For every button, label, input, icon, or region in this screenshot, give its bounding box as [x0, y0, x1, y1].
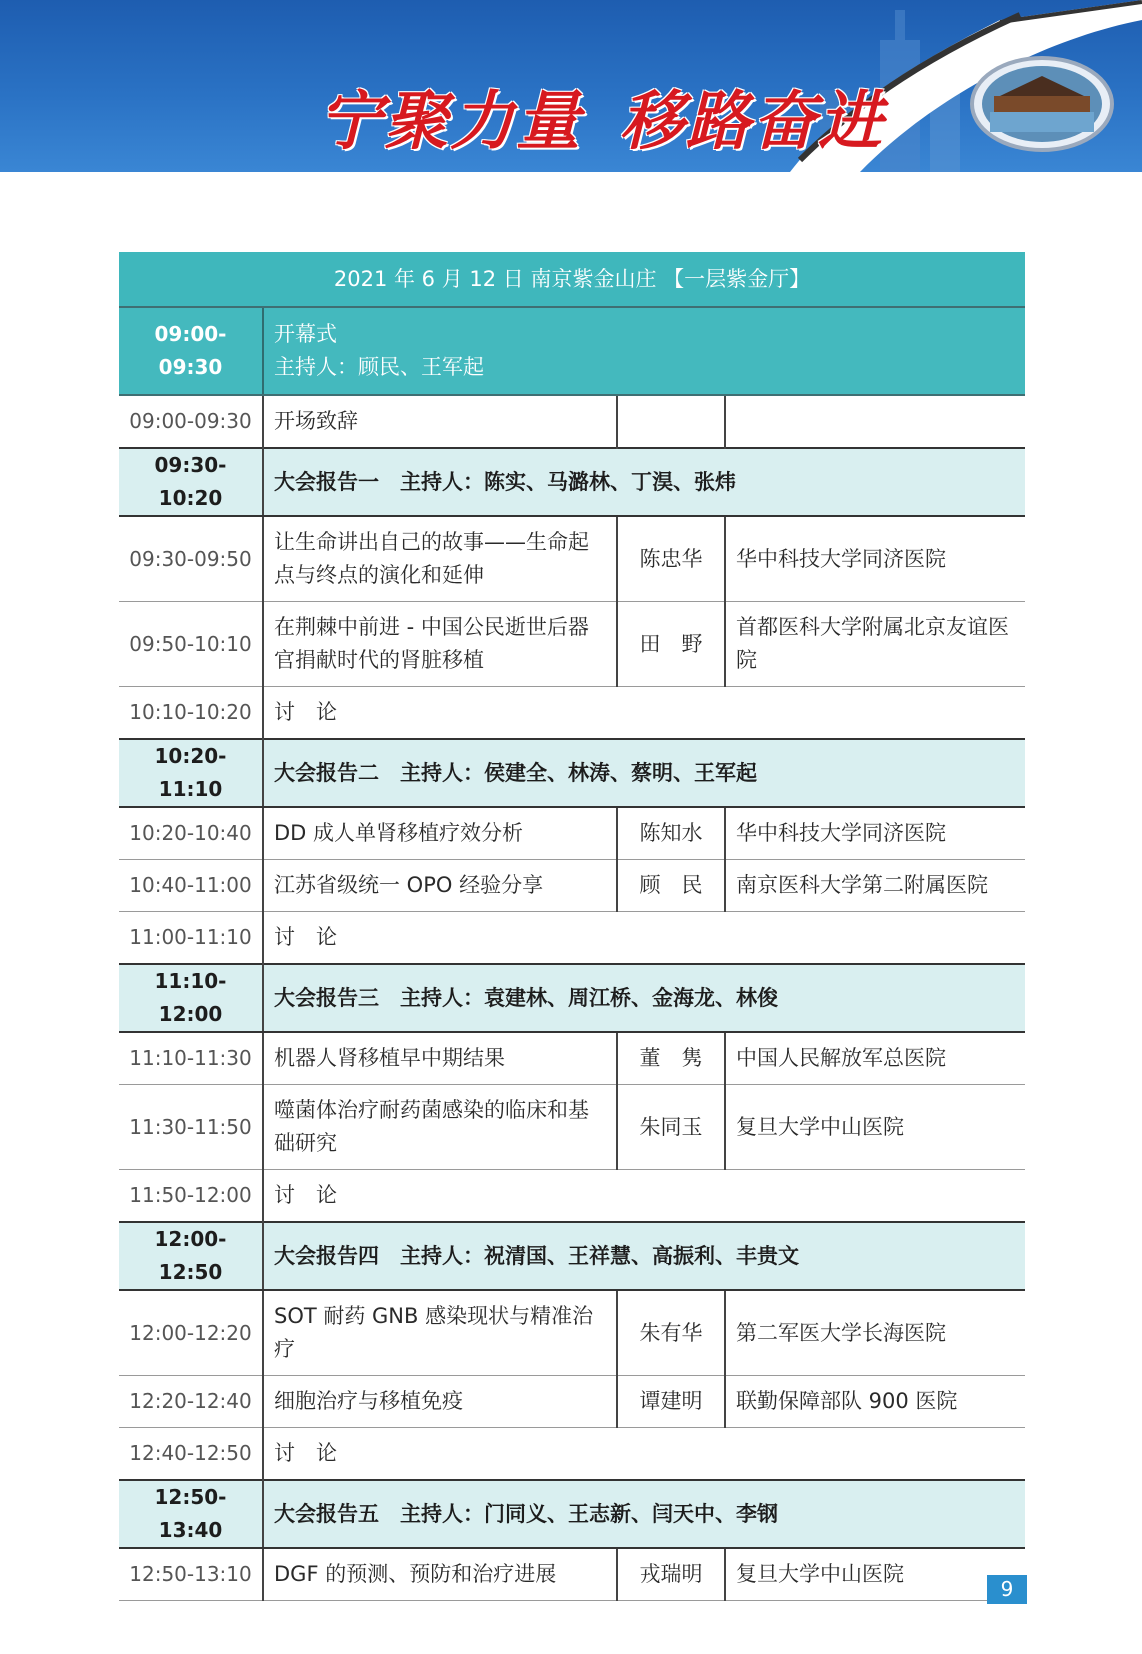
section-title: 大会报告三 主持人：袁建林、周江桥、金海龙、林俊	[263, 964, 1025, 1032]
row-time: 10:20-11:10	[119, 739, 263, 807]
talk-organization: 第二军医大学长海医院	[725, 1290, 1025, 1376]
row-time: 09:30-09:50	[119, 516, 263, 602]
talk-organization: 首都医科大学附属北京友谊医院	[725, 602, 1025, 687]
talk-organization: 复旦大学中山医院	[725, 1085, 1025, 1170]
slogan-part-1: 宁聚力量	[318, 84, 582, 159]
talk-organization: 华中科技大学同济医院	[725, 516, 1025, 602]
row-time: 10:20-10:40	[119, 807, 263, 860]
discussion-label: 讨 论	[263, 1428, 1025, 1481]
slogan	[318, 70, 922, 162]
talk-speaker: 朱同玉	[617, 1085, 725, 1170]
header-banner	[0, 0, 1142, 172]
row-time: 09:30-10:20	[119, 448, 263, 516]
row-time: 11:30-11:50	[119, 1085, 263, 1170]
row-time: 09:00-09:30	[119, 395, 263, 448]
discussion-label: 讨 论	[263, 687, 1025, 740]
talk-organization	[725, 395, 1025, 448]
talk-organization: 中国人民解放军总医院	[725, 1032, 1025, 1085]
talk-organization: 南京医科大学第二附属医院	[725, 860, 1025, 912]
opening-time: 09:00-09:30	[119, 307, 263, 395]
talk-row	[119, 1548, 1025, 1601]
talk-row	[119, 602, 1025, 687]
opening-title: 开幕式	[274, 322, 337, 346]
talk-speaker: 董 隽	[617, 1032, 725, 1085]
talk-speaker: 谭建明	[617, 1376, 725, 1428]
talk-speaker: 顾 民	[617, 860, 725, 912]
talk-row	[119, 1290, 1025, 1376]
talk-row	[119, 807, 1025, 860]
talk-organization: 复旦大学中山医院	[725, 1548, 1025, 1601]
discussion-label: 讨 论	[263, 912, 1025, 965]
talk-speaker	[617, 395, 725, 448]
discussion-row	[119, 687, 1025, 740]
row-time: 12:50-13:40	[119, 1480, 263, 1548]
row-time: 12:00-12:50	[119, 1222, 263, 1290]
talk-topic: 在荆棘中前进 - 中国公民逝世后器官捐献时代的肾脏移植	[263, 602, 617, 687]
talk-topic: 让生命讲出自己的故事——生命起点与终点的演化和延伸	[263, 516, 617, 602]
page-number: 9	[987, 1575, 1027, 1604]
talk-topic: DGF 的预测、预防和治疗进展	[263, 1548, 617, 1601]
talk-organization: 华中科技大学同济医院	[725, 807, 1025, 860]
talk-speaker: 田 野	[617, 602, 725, 687]
schedule-table	[119, 252, 1025, 1601]
talk-row	[119, 860, 1025, 912]
talk-speaker: 戎瑞明	[617, 1548, 725, 1601]
row-time: 12:50-13:10	[119, 1548, 263, 1601]
opening-row	[119, 307, 1025, 395]
day-title: 2021 年 6 月 12 日 南京紫金山庄 【一层紫金厅】	[119, 252, 1025, 307]
section-title: 大会报告一 主持人：陈实、马潞林、丁淏、张炜	[263, 448, 1025, 516]
section-header-row	[119, 964, 1025, 1032]
talk-topic: DD 成人单肾移植疗效分析	[263, 807, 617, 860]
section-header-row	[119, 1222, 1025, 1290]
row-time: 12:40-12:50	[119, 1428, 263, 1481]
talk-speaker: 朱有华	[617, 1290, 725, 1376]
discussion-row	[119, 912, 1025, 965]
opening-info	[263, 307, 1025, 395]
talk-topic: 江苏省级统一 OPO 经验分享	[263, 860, 617, 912]
talk-row	[119, 1376, 1025, 1428]
talk-row	[119, 1032, 1025, 1085]
talk-speaker: 陈忠华	[617, 516, 725, 602]
row-time: 11:10-11:30	[119, 1032, 263, 1085]
talk-row	[119, 395, 1025, 448]
opening-host: 主持人：顾民、王军起	[274, 355, 484, 379]
row-time: 10:10-10:20	[119, 687, 263, 740]
row-time: 11:00-11:10	[119, 912, 263, 965]
row-time: 09:50-10:10	[119, 602, 263, 687]
row-time: 11:50-12:00	[119, 1170, 263, 1223]
talk-topic: SOT 耐药 GNB 感染现状与精准治疗	[263, 1290, 617, 1376]
section-title: 大会报告四 主持人：祝清国、王祥慧、高振利、丰贵文	[263, 1222, 1025, 1290]
talk-topic: 机器人肾移植早中期结果	[263, 1032, 617, 1085]
row-time: 11:10-12:00	[119, 964, 263, 1032]
discussion-row	[119, 1428, 1025, 1481]
section-title: 大会报告二 主持人：侯建全、林涛、蔡明、王军起	[263, 739, 1025, 807]
row-time: 12:20-12:40	[119, 1376, 263, 1428]
talk-topic: 开场致辞	[263, 395, 617, 448]
section-header-row	[119, 448, 1025, 516]
discussion-label: 讨 论	[263, 1170, 1025, 1223]
day-header-row	[119, 252, 1025, 307]
section-header-row	[119, 739, 1025, 807]
talk-speaker: 陈知水	[617, 807, 725, 860]
slogan-part-2: 移路奋进	[620, 84, 884, 159]
talk-organization: 联勤保障部队 900 医院	[725, 1376, 1025, 1428]
talk-row	[119, 1085, 1025, 1170]
section-header-row	[119, 1480, 1025, 1548]
row-time: 12:00-12:20	[119, 1290, 263, 1376]
discussion-row	[119, 1170, 1025, 1223]
talk-row	[119, 516, 1025, 602]
section-title: 大会报告五 主持人：门同义、王志新、闫天中、李钢	[263, 1480, 1025, 1548]
talk-topic: 细胞治疗与移植免疫	[263, 1376, 617, 1428]
talk-topic: 噬菌体治疗耐药菌感染的临床和基础研究	[263, 1085, 617, 1170]
row-time: 10:40-11:00	[119, 860, 263, 912]
